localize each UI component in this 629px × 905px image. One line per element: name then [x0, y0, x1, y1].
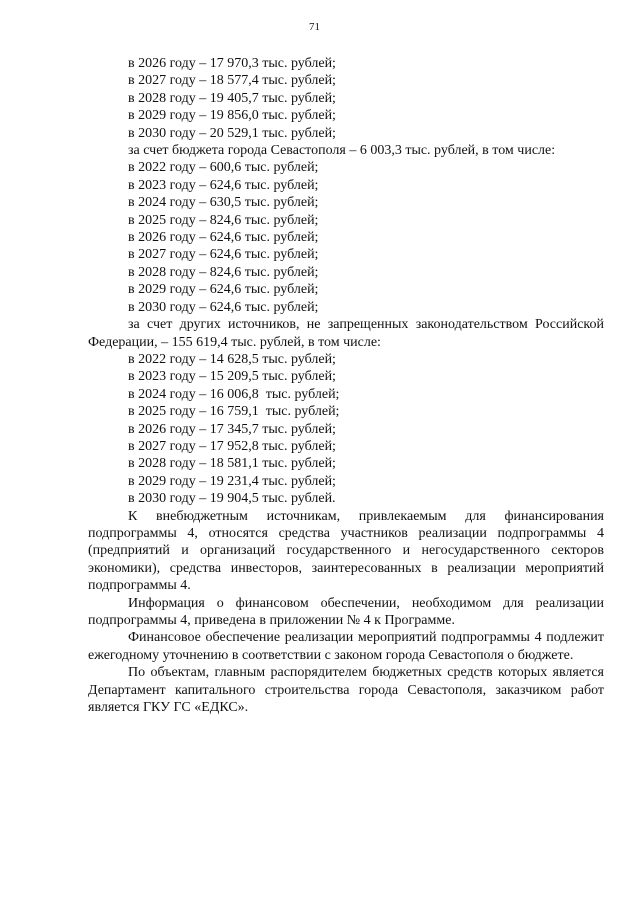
other-sources-section: [88, 316, 604, 507]
funding-year-line: в 2026 году – 17 345,7 тыс. рублей;: [128, 421, 336, 437]
funding-year-line: в 2022 году – 600,6 тыс. рублей;: [128, 160, 319, 176]
funding-year-line: в 2028 году – 18 581,1 тыс. рублей;: [128, 456, 336, 472]
funding-year-line: в 2022 году – 14 628,5 тыс. рублей;: [128, 351, 336, 367]
funding-year-line: в 2024 году – 630,5 тыс. рублей;: [128, 195, 319, 211]
funding-year-line: в 2028 году – 824,6 тыс. рублей;: [128, 264, 319, 280]
funding-year-line: в 2029 году – 624,6 тыс. рублей;: [128, 282, 319, 298]
funding-year-line: в 2026 году – 17 970,3 тыс. рублей;: [128, 56, 336, 71]
document-body: [88, 55, 604, 716]
funding-year-line: в 2027 году – 17 952,8 тыс. рублей;: [128, 438, 336, 454]
funding-year-line: в 2030 году – 624,6 тыс. рублей;: [128, 299, 319, 315]
funding-year-line: в 2023 году – 624,6 тыс. рублей;: [128, 177, 319, 193]
funding-year-line: в 2030 году – 19 904,5 тыс. рублей.: [128, 491, 336, 507]
funding-year-line: в 2023 году – 15 209,5 тыс. рублей;: [128, 369, 336, 385]
funding-year-line: в 2026 году – 624,6 тыс. рублей;: [128, 230, 319, 246]
city-budget-section: [88, 142, 604, 316]
funding-year-line: в 2030 году – 20 529,1 тыс. рублей;: [128, 125, 336, 141]
other-sources-heading: за счет других источников, не запрещенных законодательством Российской Федерации, – 155 619,4 тыс. рублей, в том числе:: [88, 317, 604, 350]
funding-year-line: в 2028 году – 19 405,7 тыс. рублей;: [128, 90, 336, 106]
funding-information-paragraph: Информация о финансовом обеспечении, необходимом для реализации подпрограммы 4, приведена в приложении № 4 к Программе.: [88, 595, 604, 628]
city-budget-heading: за счет бюджета города Севастополя – 6 003,3 тыс. рублей, в том числе:: [128, 143, 556, 159]
extrabudgetary-sources-paragraph: К внебюджетным источникам, привлекаемым для финансирования подпрограммы 4, относятся средства участников реализации подпрограммы 4 (предприятий и организаций государственного и негосударственного секторов экономики), средства инвесторов, заинтересованных в реализации мероприятий подпрограммы 4.: [88, 508, 604, 594]
funding-year-line: в 2024 году – 16 006,8 тыс. рублей;: [128, 386, 340, 402]
funding-year-line: в 2027 году – 18 577,4 тыс. рублей;: [128, 73, 336, 89]
customer-paragraph: По объектам, главным распорядителем бюджетных средств которых является Департамент капитального строительства города Севастополя, заказчиком работ является ГКУ ГС «ЕДКС».: [88, 665, 604, 716]
funding-year-line: в 2027 году – 624,6 тыс. рублей;: [128, 247, 319, 263]
annual-adjustment-paragraph: Финансовое обеспечение реализации мероприятий подпрограммы 4 подлежит ежегодному уточнению в соответствии с законом города Севастополя о бюджете.: [88, 630, 604, 663]
funding-year-line: в 2025 году – 16 759,1 тыс. рублей;: [128, 404, 340, 420]
funding-year-line: в 2029 году – 19 231,4 тыс. рублей;: [128, 473, 336, 489]
page-number: 71: [309, 21, 320, 33]
funding-year-line: в 2029 году – 19 856,0 тыс. рублей;: [128, 108, 336, 124]
funding-years-list-continued: [88, 55, 604, 142]
funding-year-line: в 2025 году – 824,6 тыс. рублей;: [128, 212, 319, 228]
